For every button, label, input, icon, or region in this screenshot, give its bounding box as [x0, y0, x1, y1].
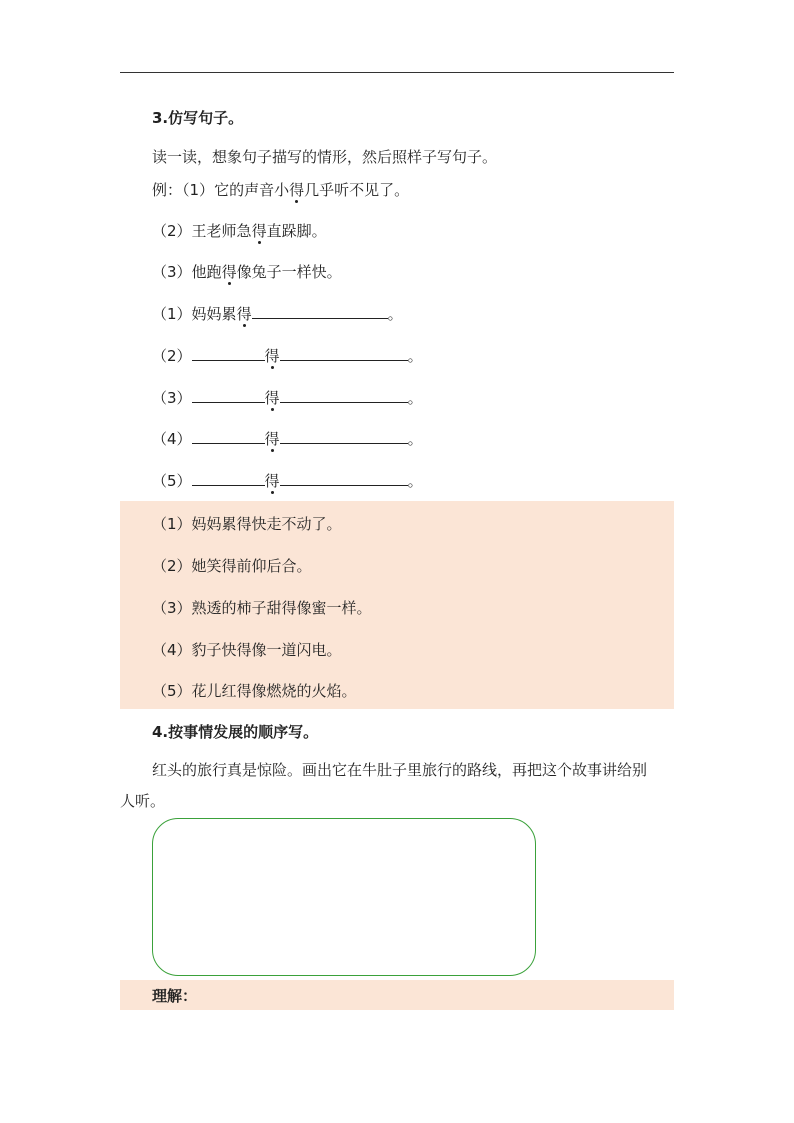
exercise-text: 妈妈累: [191, 305, 237, 323]
header-rule: [120, 72, 674, 73]
emphasis-char: 得: [251, 222, 267, 240]
example-line-3: [152, 262, 342, 282]
emphasis-char: 得: [236, 305, 252, 323]
answer-blank[interactable]: [192, 346, 265, 361]
answer-line: （3）熟透的柿子甜得像蜜一样。: [152, 599, 372, 617]
exercise-end: 。: [407, 430, 423, 448]
answer-blank[interactable]: [252, 304, 388, 319]
exercise-number: （5）: [152, 472, 192, 490]
answer-blank[interactable]: [192, 429, 265, 444]
exercise-number: （1）: [152, 305, 192, 323]
exercise-number: （4）: [152, 430, 192, 448]
answer-blank[interactable]: [280, 346, 408, 361]
understanding-label: 理解：: [152, 987, 198, 1005]
answer-line: （2）她笑得前仰后合。: [152, 557, 312, 575]
example-text: 王老师急: [191, 222, 252, 240]
section4-text: 红头的旅行真是惊险。画出它在牛肚子里旅行的路线，再把这个故事讲给别: [152, 761, 648, 779]
exercise-line-5: [152, 471, 423, 491]
example-line-1: [152, 180, 409, 200]
answer-line: （5）花儿红得像燃烧的火焰。: [152, 682, 357, 700]
example-text: 像兔子一样快。: [236, 263, 342, 281]
example-text: 它的声音小: [214, 181, 290, 199]
exercise-end: 。: [407, 472, 423, 490]
exercise-end: 。: [387, 305, 403, 323]
emphasis-char: 得: [264, 347, 280, 365]
answer-blank[interactable]: [280, 429, 408, 444]
example-text: 他跑: [191, 263, 222, 281]
answer-line: （4）豹子快得像一道闪电。: [152, 641, 342, 659]
section3-title: 3.仿写句子。: [152, 109, 244, 127]
exercise-line-1: [152, 304, 403, 324]
example-number: （3）: [152, 263, 192, 281]
exercise-line-4: [152, 429, 423, 449]
example-line-2: [152, 221, 327, 241]
example-number: （2）: [152, 222, 192, 240]
emphasis-char: 得: [289, 181, 305, 199]
section4-title: 4.按事情发展的顺序写。: [152, 723, 319, 741]
example-number: （1）: [182, 181, 215, 199]
exercise-number: （2）: [152, 347, 192, 365]
answer-line: （1）妈妈累得快走不动了。: [152, 515, 342, 533]
exercise-line-3: [152, 388, 423, 408]
example-text: 直跺脚。: [266, 222, 327, 240]
section3-instruction: 读一读，想象句子描写的情形，然后照样子写句子。: [152, 148, 498, 166]
example-text: 几乎听不见了。: [304, 181, 410, 199]
example-prefix: 例：: [152, 181, 183, 199]
answer-blank[interactable]: [280, 388, 408, 403]
answer-blank[interactable]: [280, 471, 408, 486]
exercise-end: 。: [407, 389, 423, 407]
exercise-end: 。: [407, 347, 423, 365]
answer-box: [120, 501, 674, 709]
emphasis-char: 得: [221, 263, 237, 281]
section4-text-continued: 人听。: [120, 792, 166, 810]
emphasis-char: 得: [264, 472, 280, 490]
answer-blank[interactable]: [192, 388, 265, 403]
exercise-number: （3）: [152, 389, 192, 407]
drawing-area[interactable]: [152, 818, 536, 976]
answer-blank[interactable]: [192, 471, 265, 486]
emphasis-char: 得: [264, 430, 280, 448]
emphasis-char: 得: [264, 389, 280, 407]
understanding-bar: [120, 980, 674, 1010]
exercise-line-2: [152, 346, 423, 366]
